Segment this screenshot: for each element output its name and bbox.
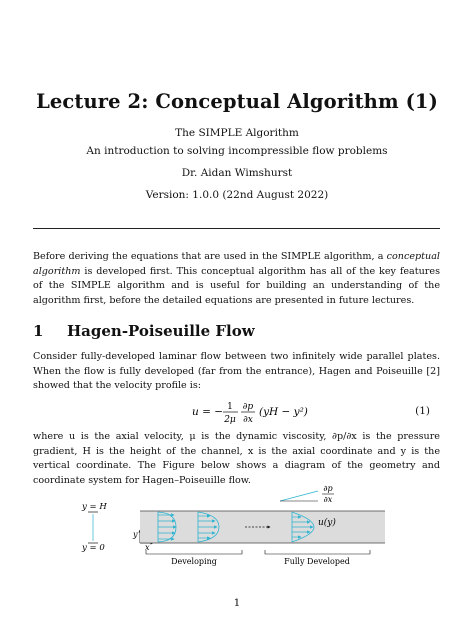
pressure-gradient-num: ∂p bbox=[323, 484, 333, 493]
developing-bracket bbox=[146, 550, 242, 554]
pressure-gradient-line bbox=[280, 491, 318, 501]
equation-number: (1) bbox=[415, 405, 430, 417]
axis-x-label: x bbox=[145, 543, 150, 552]
equation-body bbox=[192, 398, 342, 428]
equation bbox=[0, 398, 474, 425]
section-heading bbox=[33, 322, 255, 340]
equation-frac1-den: 2μ bbox=[224, 415, 236, 425]
intro-text-start: Before deriving the equations that are used in the SIMPLE algorithm, a bbox=[33, 251, 387, 262]
version: Version: 1.0.0 (22nd August 2022) bbox=[145, 189, 329, 201]
equation-rhs: (yH − y²) bbox=[259, 406, 308, 418]
author: Dr. Aidan Wimshurst bbox=[181, 167, 293, 179]
intro-emphasis: conceptual algorithm bbox=[33, 251, 440, 277]
developing-label: Developing bbox=[171, 557, 217, 566]
axis-y-label: y bbox=[133, 530, 138, 539]
section-paragraph-2: where u is the axial velocity, μ is the dynamic viscosity, ∂p/∂x is the pressure gradient, H is the height of the channel, x is the axial coordinate and y is the vertical coordinate. The Figure below shows a diagram of the geometry and coordinate system for Hagen–Poiseuille flow. bbox=[33, 431, 440, 486]
equation-frac2-den: ∂x bbox=[243, 415, 253, 425]
intro-paragraph bbox=[33, 250, 440, 308]
title-divider bbox=[33, 228, 440, 229]
section-title: Hagen-Poiseuille Flow bbox=[67, 322, 255, 340]
subtitle: The SIMPLE Algorithm bbox=[175, 127, 299, 139]
hagen-poiseuille-diagram bbox=[60, 480, 390, 570]
equation-lhs: u = − bbox=[192, 406, 224, 418]
pressure-gradient-den: ∂x bbox=[323, 495, 333, 504]
equation-frac2-num: ∂p bbox=[242, 402, 254, 412]
equation-frac1-num: 1 bbox=[227, 402, 233, 412]
intro-text-end: is developed first. This conceptual algorithm has all of the key features of the SIMPLE algorithm and is useful for building an understanding of the algorithm first, before the detailed equations are presented in future lectures. bbox=[33, 265, 440, 306]
section-paragraph-1: Consider fully-developed laminar flow between two infinitely wide parallel plates. When the flow is fully developed (far from the entrance), Hagen and Poiseuille [2] showed that the velocity profile is: bbox=[33, 351, 440, 392]
label-y-equals-0: y = 0 bbox=[82, 543, 105, 553]
velocity-label: u(y) bbox=[318, 518, 336, 528]
label-y-equals-h: y = H bbox=[82, 502, 107, 512]
page-title: Lecture 2: Conceptual Algorithm (1) bbox=[36, 90, 438, 113]
developed-label: Fully Developed bbox=[284, 557, 350, 566]
subtitle-description: An introduction to solving incompressible flow problems bbox=[86, 145, 388, 157]
developed-bracket bbox=[265, 550, 370, 554]
page-number: 1 bbox=[233, 597, 241, 609]
section-number: 1 bbox=[33, 322, 44, 340]
